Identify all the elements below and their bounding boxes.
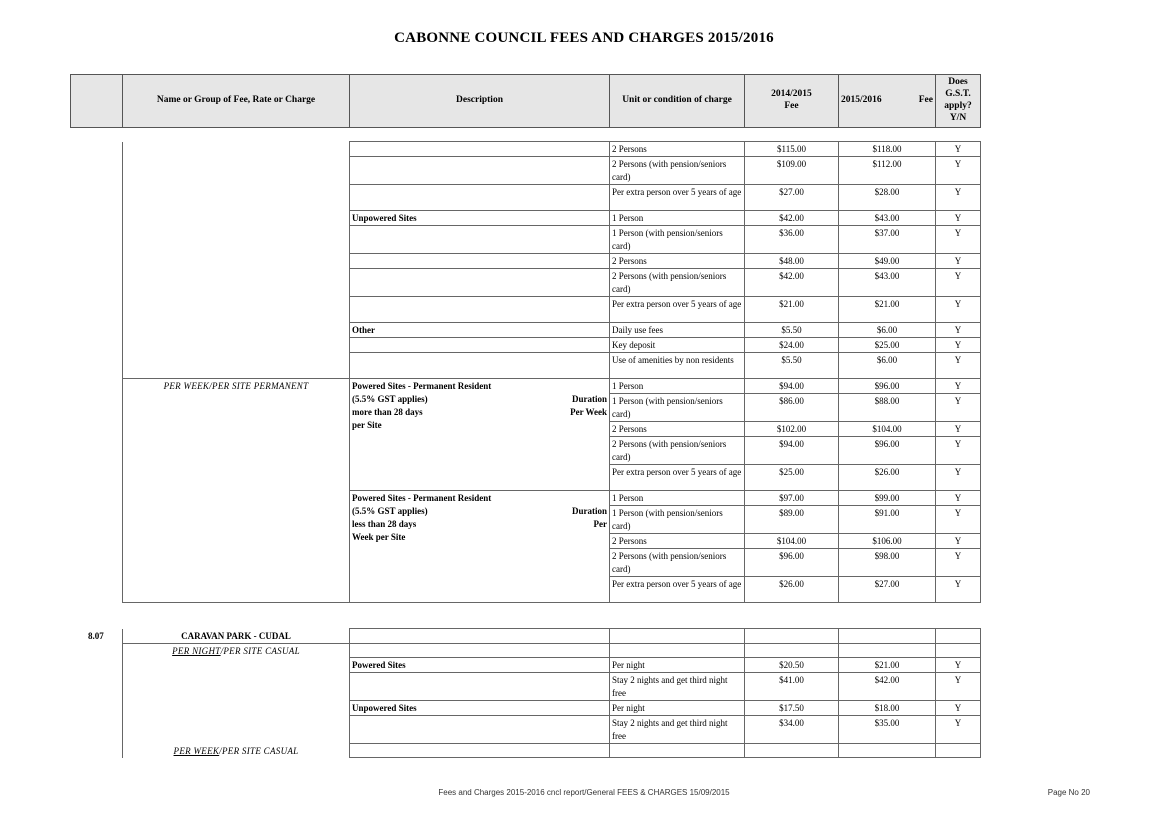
- gst-cell: Y: [936, 338, 981, 353]
- unit-cell: 2 Persons (with pension/seniors card): [610, 549, 745, 577]
- fee-2015-cell: $6.00: [839, 353, 936, 379]
- gst-cell: Y: [936, 394, 981, 422]
- group-cell: [123, 323, 350, 338]
- desc-line-4: Week per Site: [352, 532, 406, 542]
- header-gst-l4: Y/N: [949, 112, 967, 123]
- header-name: Name or Group of Fee, Rate or Charge: [123, 75, 350, 128]
- description-cell: Powered Sites: [350, 658, 610, 673]
- empty-cell: [936, 629, 981, 644]
- gst-cell: Y: [936, 577, 981, 603]
- fee-2015-cell: $37.00: [839, 226, 936, 254]
- fee-2014-cell: $94.00: [745, 437, 839, 465]
- description-cell: [350, 353, 610, 379]
- desc-line-4: per Site: [352, 420, 382, 430]
- gst-cell: Y: [936, 658, 981, 673]
- unit-cell: Per night: [610, 658, 745, 673]
- fees-table-cudal: [122, 628, 981, 758]
- category-per-night-underlined: PER NIGHT: [172, 645, 221, 656]
- unit-cell: 2 Persons (with pension/seniors card): [610, 157, 745, 185]
- desc-line-2b: Duration: [571, 506, 607, 516]
- group-cell: [123, 157, 350, 185]
- fee-2014-cell: $36.00: [745, 226, 839, 254]
- table-row: [123, 185, 981, 211]
- description-cell: [350, 716, 610, 744]
- empty-cell: [610, 744, 745, 758]
- table-row: [123, 353, 981, 379]
- unit-cell: 1 Person (with pension/seniors card): [610, 226, 745, 254]
- category-per-night: [123, 643, 350, 658]
- fee-2015-cell: $104.00: [839, 422, 936, 437]
- fee-2014-cell: $5.50: [745, 323, 839, 338]
- fee-2014-cell: $21.00: [745, 297, 839, 323]
- group-cell: [123, 297, 350, 323]
- description-cell: [350, 157, 610, 185]
- fee-2014-cell: $42.00: [745, 211, 839, 226]
- description-cell: Unpowered Sites: [350, 211, 610, 226]
- unit-cell: Per night: [610, 701, 745, 716]
- unit-cell: Stay 2 nights and get third night free: [610, 716, 745, 744]
- unit-cell: 2 Persons (with pension/seniors card): [610, 269, 745, 297]
- desc-line-3b: Per Week: [570, 407, 607, 417]
- gst-cell: Y: [936, 379, 981, 394]
- empty-cell: [839, 643, 936, 658]
- header-gst: [936, 75, 981, 128]
- fee-2014-cell: $89.00: [745, 506, 839, 534]
- fee-2014-cell: $94.00: [745, 379, 839, 394]
- fee-2015-cell: $18.00: [839, 701, 936, 716]
- header-fee-2014: [745, 75, 839, 128]
- description-cell: [350, 226, 610, 254]
- fee-2014-cell: $102.00: [745, 422, 839, 437]
- gst-cell: Y: [936, 673, 981, 701]
- unit-cell: Key deposit: [610, 338, 745, 353]
- fee-2015-cell: $43.00: [839, 211, 936, 226]
- category-per-week-rest: /PER SITE CASUAL: [219, 745, 299, 756]
- footer-report-name: Fees and Charges 2015-2016 cncl report/General FEES & CHARGES 15/09/2015: [438, 788, 730, 797]
- empty-cell: [745, 744, 839, 758]
- group-cell: [123, 226, 350, 254]
- group-cell: [123, 211, 350, 226]
- gst-cell: Y: [936, 437, 981, 465]
- empty-cell: [745, 629, 839, 644]
- fee-2015-cell: $25.00: [839, 338, 936, 353]
- table-row: [123, 658, 981, 673]
- group-cell: [123, 716, 350, 744]
- desc-line-3b: Per: [593, 519, 607, 529]
- group-cell: [123, 142, 350, 157]
- empty-cell: [610, 629, 745, 644]
- fee-2014-cell: $48.00: [745, 254, 839, 269]
- desc-line-2a: (5.5% GST applies): [352, 506, 428, 516]
- fee-2014-cell: $34.00: [745, 716, 839, 744]
- table-row: [123, 701, 981, 716]
- gst-cell: Y: [936, 506, 981, 534]
- desc-line-2a: (5.5% GST applies): [352, 394, 428, 404]
- empty-cell: [936, 744, 981, 758]
- fee-2015-cell: $112.00: [839, 157, 936, 185]
- fee-2014-cell: $42.00: [745, 269, 839, 297]
- desc-line-1: Powered Sites - Permanent Resident: [352, 493, 492, 503]
- header-gst-l1: Does: [948, 77, 968, 88]
- table-row: [123, 744, 981, 758]
- category-per-week: [123, 744, 350, 758]
- unit-cell: 1 Person (with pension/seniors card): [610, 506, 745, 534]
- header-description: Description: [350, 75, 610, 128]
- empty-cell: [745, 643, 839, 658]
- gst-cell: Y: [936, 701, 981, 716]
- description-cell: [350, 185, 610, 211]
- section-number: 8.07: [88, 631, 104, 641]
- gst-cell: Y: [936, 323, 981, 338]
- unit-cell: 2 Persons: [610, 254, 745, 269]
- unit-cell: 2 Persons: [610, 142, 745, 157]
- unit-cell: Use of amenities by non residents: [610, 353, 745, 379]
- description-cell: Other: [350, 323, 610, 338]
- page-title: CABONNE COUNCIL FEES AND CHARGES 2015/2016: [394, 30, 774, 46]
- fee-2015-cell: $28.00: [839, 185, 936, 211]
- category-permanent: PER WEEK/PER SITE PERMANENT: [123, 379, 350, 603]
- category-per-night-rest: /PER SITE CASUAL: [220, 645, 300, 656]
- gst-cell: Y: [936, 534, 981, 549]
- category-per-week-underlined: PER WEEK: [173, 745, 220, 756]
- empty-cell: [936, 643, 981, 658]
- gst-cell: Y: [936, 185, 981, 211]
- section-name: CARAVAN PARK - CUDAL: [123, 629, 350, 644]
- header-fee-2015: [839, 75, 936, 128]
- group-cell: [123, 254, 350, 269]
- header-fee-2014-year: 2014/2015: [771, 89, 812, 100]
- header-gst-l3: apply?: [944, 101, 972, 111]
- fee-2015-cell: $96.00: [839, 437, 936, 465]
- unit-cell: 1 Person: [610, 211, 745, 226]
- gst-cell: Y: [936, 353, 981, 379]
- group-cell: [123, 353, 350, 379]
- table-row: [123, 716, 981, 744]
- group-cell: [123, 701, 350, 716]
- header-fee-2014-label: Fee: [784, 101, 799, 111]
- unit-cell: Per extra person over 5 years of age: [610, 465, 745, 491]
- description-cell: [350, 269, 610, 297]
- fee-2015-cell: $98.00: [839, 549, 936, 577]
- fee-2014-cell: $104.00: [745, 534, 839, 549]
- group-cell: [123, 269, 350, 297]
- fee-2015-cell: $106.00: [839, 534, 936, 549]
- desc-line-3a: less than 28 days: [352, 519, 417, 529]
- group-cell: [123, 658, 350, 673]
- fee-2015-cell: $26.00: [839, 465, 936, 491]
- group-cell: [123, 673, 350, 701]
- description-cell: Unpowered Sites: [350, 701, 610, 716]
- table-row: [123, 142, 981, 157]
- fee-2014-cell: $86.00: [745, 394, 839, 422]
- empty-cell: [350, 629, 610, 644]
- unit-cell: Per extra person over 5 years of age: [610, 185, 745, 211]
- gst-cell: Y: [936, 142, 981, 157]
- fee-2015-cell: $42.00: [839, 673, 936, 701]
- footer-page-number: Page No 20: [1047, 788, 1090, 797]
- fee-2015-cell: $35.00: [839, 716, 936, 744]
- description-cell: [350, 297, 610, 323]
- fee-2014-cell: $25.00: [745, 465, 839, 491]
- gst-cell: Y: [936, 716, 981, 744]
- group-cell: [123, 185, 350, 211]
- empty-cell: [350, 643, 610, 658]
- unit-cell: Per extra person over 5 years of age: [610, 577, 745, 603]
- desc-line-1: Powered Sites - Permanent Resident: [352, 381, 492, 391]
- table-row: [123, 673, 981, 701]
- table-row: [123, 323, 981, 338]
- desc-line-3a: more than 28 days: [352, 407, 423, 417]
- fee-2014-cell: $96.00: [745, 549, 839, 577]
- fee-2014-cell: $115.00: [745, 142, 839, 157]
- unit-cell: 2 Persons: [610, 534, 745, 549]
- fee-2014-cell: $109.00: [745, 157, 839, 185]
- gst-cell: Y: [936, 226, 981, 254]
- fee-2015-cell: $99.00: [839, 491, 936, 506]
- description-cell: [350, 491, 610, 603]
- table-row: [123, 157, 981, 185]
- empty-cell: [839, 744, 936, 758]
- description-cell: [350, 338, 610, 353]
- unit-cell: 2 Persons: [610, 422, 745, 437]
- group-cell: [123, 338, 350, 353]
- fee-2014-cell: $97.00: [745, 491, 839, 506]
- gst-cell: Y: [936, 491, 981, 506]
- gst-cell: Y: [936, 211, 981, 226]
- fee-2014-cell: $17.50: [745, 701, 839, 716]
- fee-2014-cell: $24.00: [745, 338, 839, 353]
- fee-2014-cell: $27.00: [745, 185, 839, 211]
- description-cell: [350, 142, 610, 157]
- empty-cell: [350, 744, 610, 758]
- header-fee-2015-label: Fee: [918, 95, 933, 106]
- desc-line-2b: Duration: [571, 394, 607, 404]
- unit-cell: Stay 2 nights and get third night free: [610, 673, 745, 701]
- table-header: [70, 74, 981, 128]
- table-row: [123, 379, 981, 394]
- fee-2014-cell: $26.00: [745, 577, 839, 603]
- fee-2015-cell: $27.00: [839, 577, 936, 603]
- header-unit: Unit or condition of charge: [610, 75, 745, 128]
- gst-cell: Y: [936, 269, 981, 297]
- fee-2015-cell: $6.00: [839, 323, 936, 338]
- description-cell: [350, 673, 610, 701]
- fee-2015-cell: $21.00: [839, 297, 936, 323]
- header-gst-l2: G.S.T.: [945, 89, 971, 100]
- description-cell: [350, 254, 610, 269]
- empty-cell: [839, 629, 936, 644]
- table-row: [123, 211, 981, 226]
- fee-2015-cell: $88.00: [839, 394, 936, 422]
- unit-cell: 1 Person: [610, 379, 745, 394]
- table-row: [123, 297, 981, 323]
- gst-cell: Y: [936, 465, 981, 491]
- gst-cell: Y: [936, 254, 981, 269]
- fees-table-continued: [122, 141, 981, 603]
- table-row: [123, 269, 981, 297]
- table-row: [123, 338, 981, 353]
- gst-cell: Y: [936, 297, 981, 323]
- table-row: [123, 254, 981, 269]
- empty-cell: [610, 643, 745, 658]
- unit-cell: Daily use fees: [610, 323, 745, 338]
- fee-2015-cell: $96.00: [839, 379, 936, 394]
- unit-cell: Per extra person over 5 years of age: [610, 297, 745, 323]
- gst-cell: Y: [936, 549, 981, 577]
- fee-2014-cell: $20.50: [745, 658, 839, 673]
- unit-cell: 1 Person: [610, 491, 745, 506]
- unit-cell: 1 Person (with pension/seniors card): [610, 394, 745, 422]
- fee-2015-cell: $91.00: [839, 506, 936, 534]
- header-blank: [71, 75, 123, 128]
- gst-cell: Y: [936, 422, 981, 437]
- header-fee-2015-year: 2015/2016: [841, 95, 882, 106]
- table-row: [123, 226, 981, 254]
- fee-2014-cell: $41.00: [745, 673, 839, 701]
- description-cell: [350, 379, 610, 491]
- fee-2015-cell: $21.00: [839, 658, 936, 673]
- unit-cell: 2 Persons (with pension/seniors card): [610, 437, 745, 465]
- fee-2014-cell: $5.50: [745, 353, 839, 379]
- fee-2015-cell: $49.00: [839, 254, 936, 269]
- gst-cell: Y: [936, 157, 981, 185]
- fee-2015-cell: $118.00: [839, 142, 936, 157]
- fee-2015-cell: $43.00: [839, 269, 936, 297]
